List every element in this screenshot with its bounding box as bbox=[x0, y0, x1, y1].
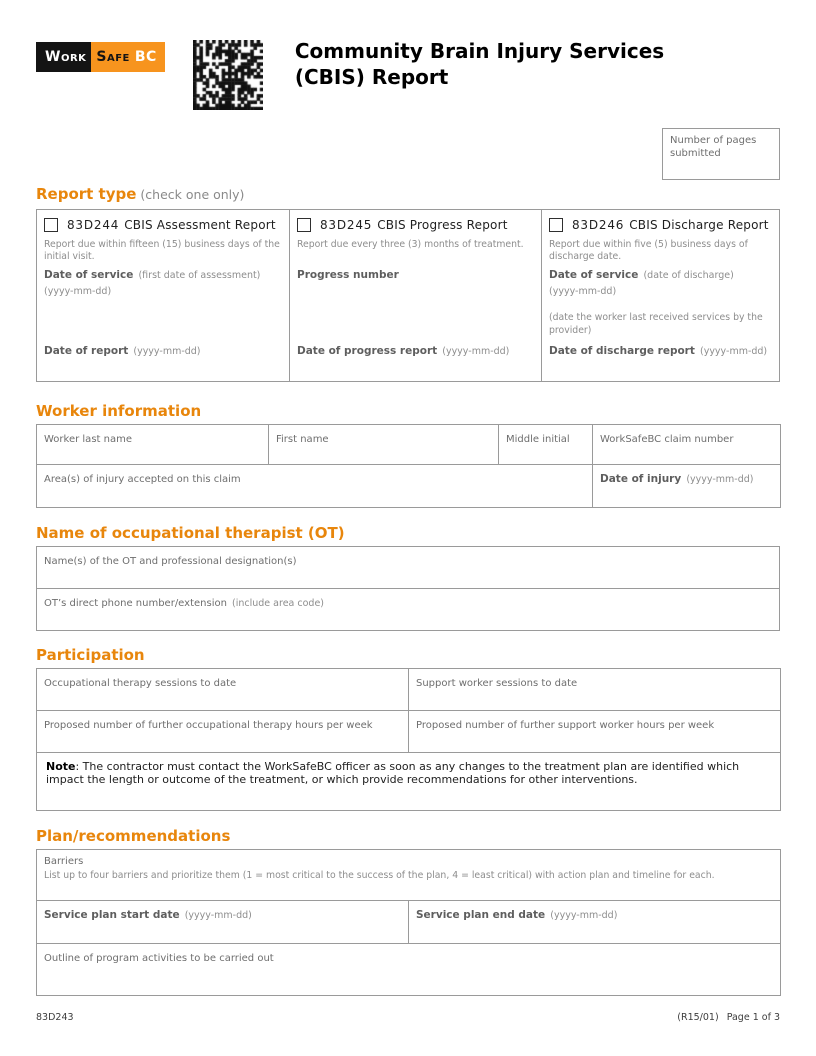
worker-last-name-field[interactable]: Worker last name bbox=[37, 425, 269, 465]
contractor-note: Note: The contractor must contact the WorkSafeBC officer as soon as any changes to the treatment plan are identified which impact the length or outcome of the treatment, or which provide recommendations for other interventions. bbox=[37, 753, 781, 811]
logo-work-text: Work bbox=[36, 42, 91, 72]
page-title: Community Brain Injury Services (CBIS) Report bbox=[294, 39, 665, 89]
discharge-title: CBIS Discharge Report bbox=[629, 218, 769, 232]
injury-areas-field[interactable]: Area(s) of injury accepted on this claim bbox=[37, 465, 593, 508]
assessment-code: 83D244 bbox=[67, 218, 120, 232]
date-of-progress-report-field[interactable]: Date of progress report (yyyy-mm-dd) bbox=[297, 345, 510, 357]
revision-code: (R15/01) bbox=[677, 1012, 719, 1023]
section-heading-ot-name: Name of occupational therapist (OT) bbox=[36, 524, 345, 542]
ot-hours-field[interactable]: Proposed number of further occupational therapy hours per week bbox=[37, 711, 409, 753]
barriers-instructions: List up to four barriers and prioritize them (1 = most critical to the success of the plan, 4 = least critical) with action plan and timeline for each. bbox=[44, 870, 715, 881]
header bbox=[36, 38, 780, 114]
discharge-code: 83D246 bbox=[572, 218, 625, 232]
form-number: 83D243 bbox=[36, 1012, 74, 1023]
assessment-title: CBIS Assessment Report bbox=[124, 218, 276, 232]
report-type-note: (check one only) bbox=[140, 187, 245, 202]
checkbox-progress-report[interactable] bbox=[297, 218, 311, 232]
datamatrix-barcode-icon bbox=[193, 40, 263, 110]
claim-number-field[interactable]: WorkSafeBC claim number bbox=[593, 425, 781, 465]
worker-first-name-field[interactable]: First name bbox=[269, 425, 499, 465]
plan-table bbox=[36, 849, 781, 996]
sw-hours-field[interactable]: Proposed number of further support worker hours per week bbox=[409, 711, 781, 753]
service-plan-end-date-field[interactable]: Service plan end date (yyyy-mm-dd) bbox=[409, 901, 781, 944]
date-of-service-field[interactable]: Date of service (first date of assessment) (yyyy-mm-dd) bbox=[44, 269, 261, 297]
date-of-report-field[interactable]: Date of report (yyyy-mm-dd) bbox=[44, 345, 201, 357]
assessment-due-note: Report due within fifteen (15) business days of the initial visit. bbox=[44, 239, 280, 262]
discharge-due-note: Report due within five (5) business days of discharge date. bbox=[549, 239, 748, 262]
progress-due-note: Report due every three (3) months of treatment. bbox=[297, 239, 524, 250]
ot-sessions-field[interactable]: Occupational therapy sessions to date bbox=[37, 669, 409, 711]
page-indicator: Page 1 of 3 bbox=[726, 1012, 780, 1023]
progress-code: 83D245 bbox=[320, 218, 373, 232]
section-heading-participation: Participation bbox=[36, 646, 145, 664]
discharge-report-cell[interactable] bbox=[541, 210, 779, 381]
progress-report-cell[interactable] bbox=[289, 210, 541, 381]
date-of-discharge-service-field[interactable]: Date of service (date of discharge) (yyyy-mm-dd) bbox=[549, 269, 734, 297]
barriers-field[interactable]: Barriers List up to four barriers and prioritize them (1 = most critical to the success of the plan, 4 = least critical) with action plan and timeline for each. bbox=[37, 850, 781, 901]
provider-services-note: (date the worker last received services by the provider) bbox=[549, 312, 763, 336]
pages-submitted-label: Number of pages submitted bbox=[670, 135, 757, 159]
report-type-table bbox=[36, 209, 780, 382]
section-heading-plan: Plan/recommendations bbox=[36, 827, 231, 845]
page-footer bbox=[36, 1012, 780, 1023]
ot-name-field[interactable]: Name(s) of the OT and professional designation(s) bbox=[37, 547, 780, 589]
worker-middle-initial-field[interactable]: Middle initial bbox=[499, 425, 593, 465]
date-of-injury-field[interactable]: Date of injury (yyyy-mm-dd) bbox=[593, 465, 781, 508]
progress-number-field[interactable]: Progress number bbox=[297, 269, 399, 281]
logo-safe-text: Safe bbox=[96, 49, 130, 65]
section-heading-worker-information: Worker information bbox=[36, 402, 202, 420]
assessment-report-cell[interactable] bbox=[37, 210, 289, 381]
section-heading-report-type: Report type (check one only) bbox=[36, 185, 245, 203]
checkbox-discharge-report[interactable] bbox=[549, 218, 563, 232]
worker-information-table bbox=[36, 424, 781, 508]
checkbox-assessment-report[interactable] bbox=[44, 218, 58, 232]
date-of-discharge-report-field[interactable]: Date of discharge report (yyyy-mm-dd) bbox=[549, 345, 768, 357]
pages-submitted-field[interactable] bbox=[662, 128, 780, 180]
program-activities-field[interactable]: Outline of program activities to be carried out bbox=[37, 944, 781, 996]
logo-bc-text: BC bbox=[134, 49, 157, 65]
service-plan-start-date-field[interactable]: Service plan start date (yyyy-mm-dd) bbox=[37, 901, 409, 944]
participation-table bbox=[36, 668, 781, 811]
ot-phone-field[interactable]: OT’s direct phone number/extension (include area code) bbox=[37, 589, 780, 631]
ot-table bbox=[36, 546, 780, 631]
sw-sessions-field[interactable]: Support worker sessions to date bbox=[409, 669, 781, 711]
worksafebc-logo bbox=[36, 42, 165, 72]
progress-title: CBIS Progress Report bbox=[377, 218, 508, 232]
